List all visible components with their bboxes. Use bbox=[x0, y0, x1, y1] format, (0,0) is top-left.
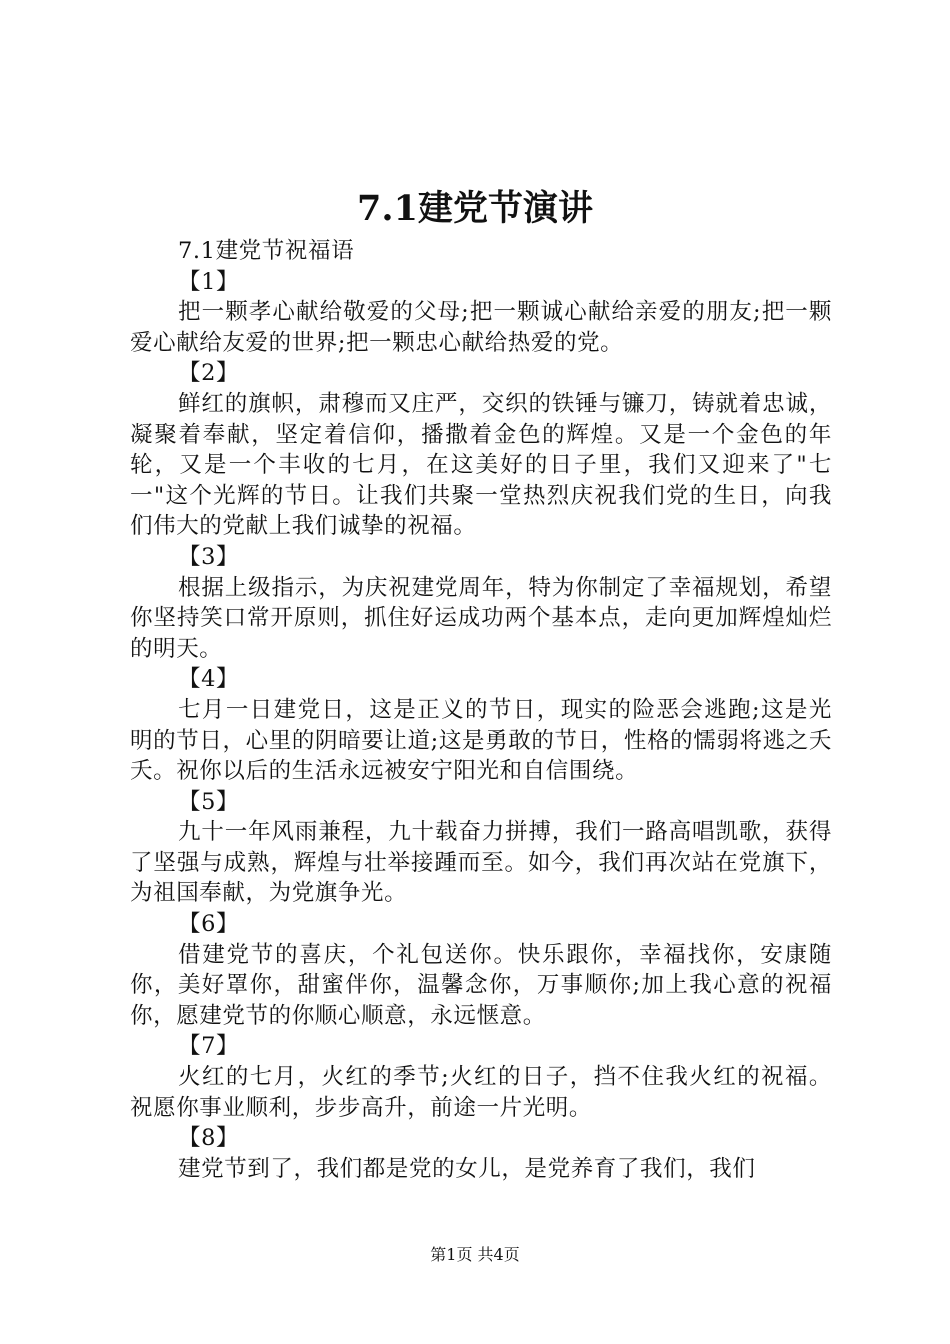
section-number: 【1】 bbox=[178, 268, 240, 295]
section-paragraph: 火红的七月，火红的季节;火红的日子，挡不住我火红的祝福。祝愿你事业顺利，步步高升，前途一片光明。 bbox=[130, 1064, 832, 1121]
document-subtitle: 7.1建党节祝福语 bbox=[178, 238, 355, 264]
section-paragraph: 根据上级指示，为庆祝建党周年，特为你制定了幸福规划，希望你坚持笑口常开原则，抓住好运成功两个基本点，走向更加辉煌灿烂的明天。 bbox=[130, 574, 832, 662]
page-footer: 第1页 共4页 bbox=[430, 1245, 520, 1264]
section-number: 【2】 bbox=[178, 360, 240, 387]
document-body bbox=[130, 236, 832, 1184]
section-number: 【6】 bbox=[178, 911, 240, 938]
section-number: 【4】 bbox=[178, 666, 240, 693]
section-paragraph: 鲜红的旗帜，肃穆而又庄严，交织的铁锤与镰刀，铸就着忠诚，凝聚着奉献，坚定着信仰，播撒着金色的辉煌。又是一个金色的年轮，又是一个丰收的七月，在这美好的日子里，我们又迎来了"七一"这个光辉的节日。让我们共聚一堂热烈庆祝我们党的生日，向我们伟大的党献上我们诚挚的祝福。 bbox=[130, 390, 832, 540]
section-paragraph: 九十一年风雨兼程，九十载奋力拼搏，我们一路高唱凯歌，获得了坚强与成熟，辉煌与壮举接踵而至。如今，我们再次站在党旗下，为祖国奉献，为党旗争光。 bbox=[130, 819, 832, 907]
section-paragraph: 借建党节的喜庆，个礼包送你。快乐跟你，幸福找你，安康随你，美好罩你，甜蜜伴你，温馨念你，万事顺你;加上我心意的祝福你，愿建党节的你顺心顺意，永远惬意。 bbox=[130, 941, 832, 1029]
section-paragraph: 建党节到了，我们都是党的女儿，是党养育了我们，我们 bbox=[178, 1155, 756, 1182]
section-paragraph: 把一颗孝心献给敬爱的父母;把一颗诚心献给亲爱的朋友;把一颗爱心献给友爱的世界;把一颗忠心献给热爱的党。 bbox=[130, 299, 832, 356]
section-number: 【5】 bbox=[178, 788, 240, 815]
section-paragraph: 七月一日建党日，这是正义的节日，现实的险恶会逃跑;这是光明的节日，心里的阴暗要让道;这是勇敢的节日，性格的懦弱将逃之夭夭。祝你以后的生活永远被安宁阳光和自信围绕。 bbox=[130, 696, 832, 785]
section-number: 【3】 bbox=[178, 543, 240, 570]
page-title: 7.1建党节演讲 bbox=[357, 188, 593, 229]
section-number: 【7】 bbox=[178, 1033, 240, 1060]
section-number: 【8】 bbox=[178, 1125, 240, 1152]
